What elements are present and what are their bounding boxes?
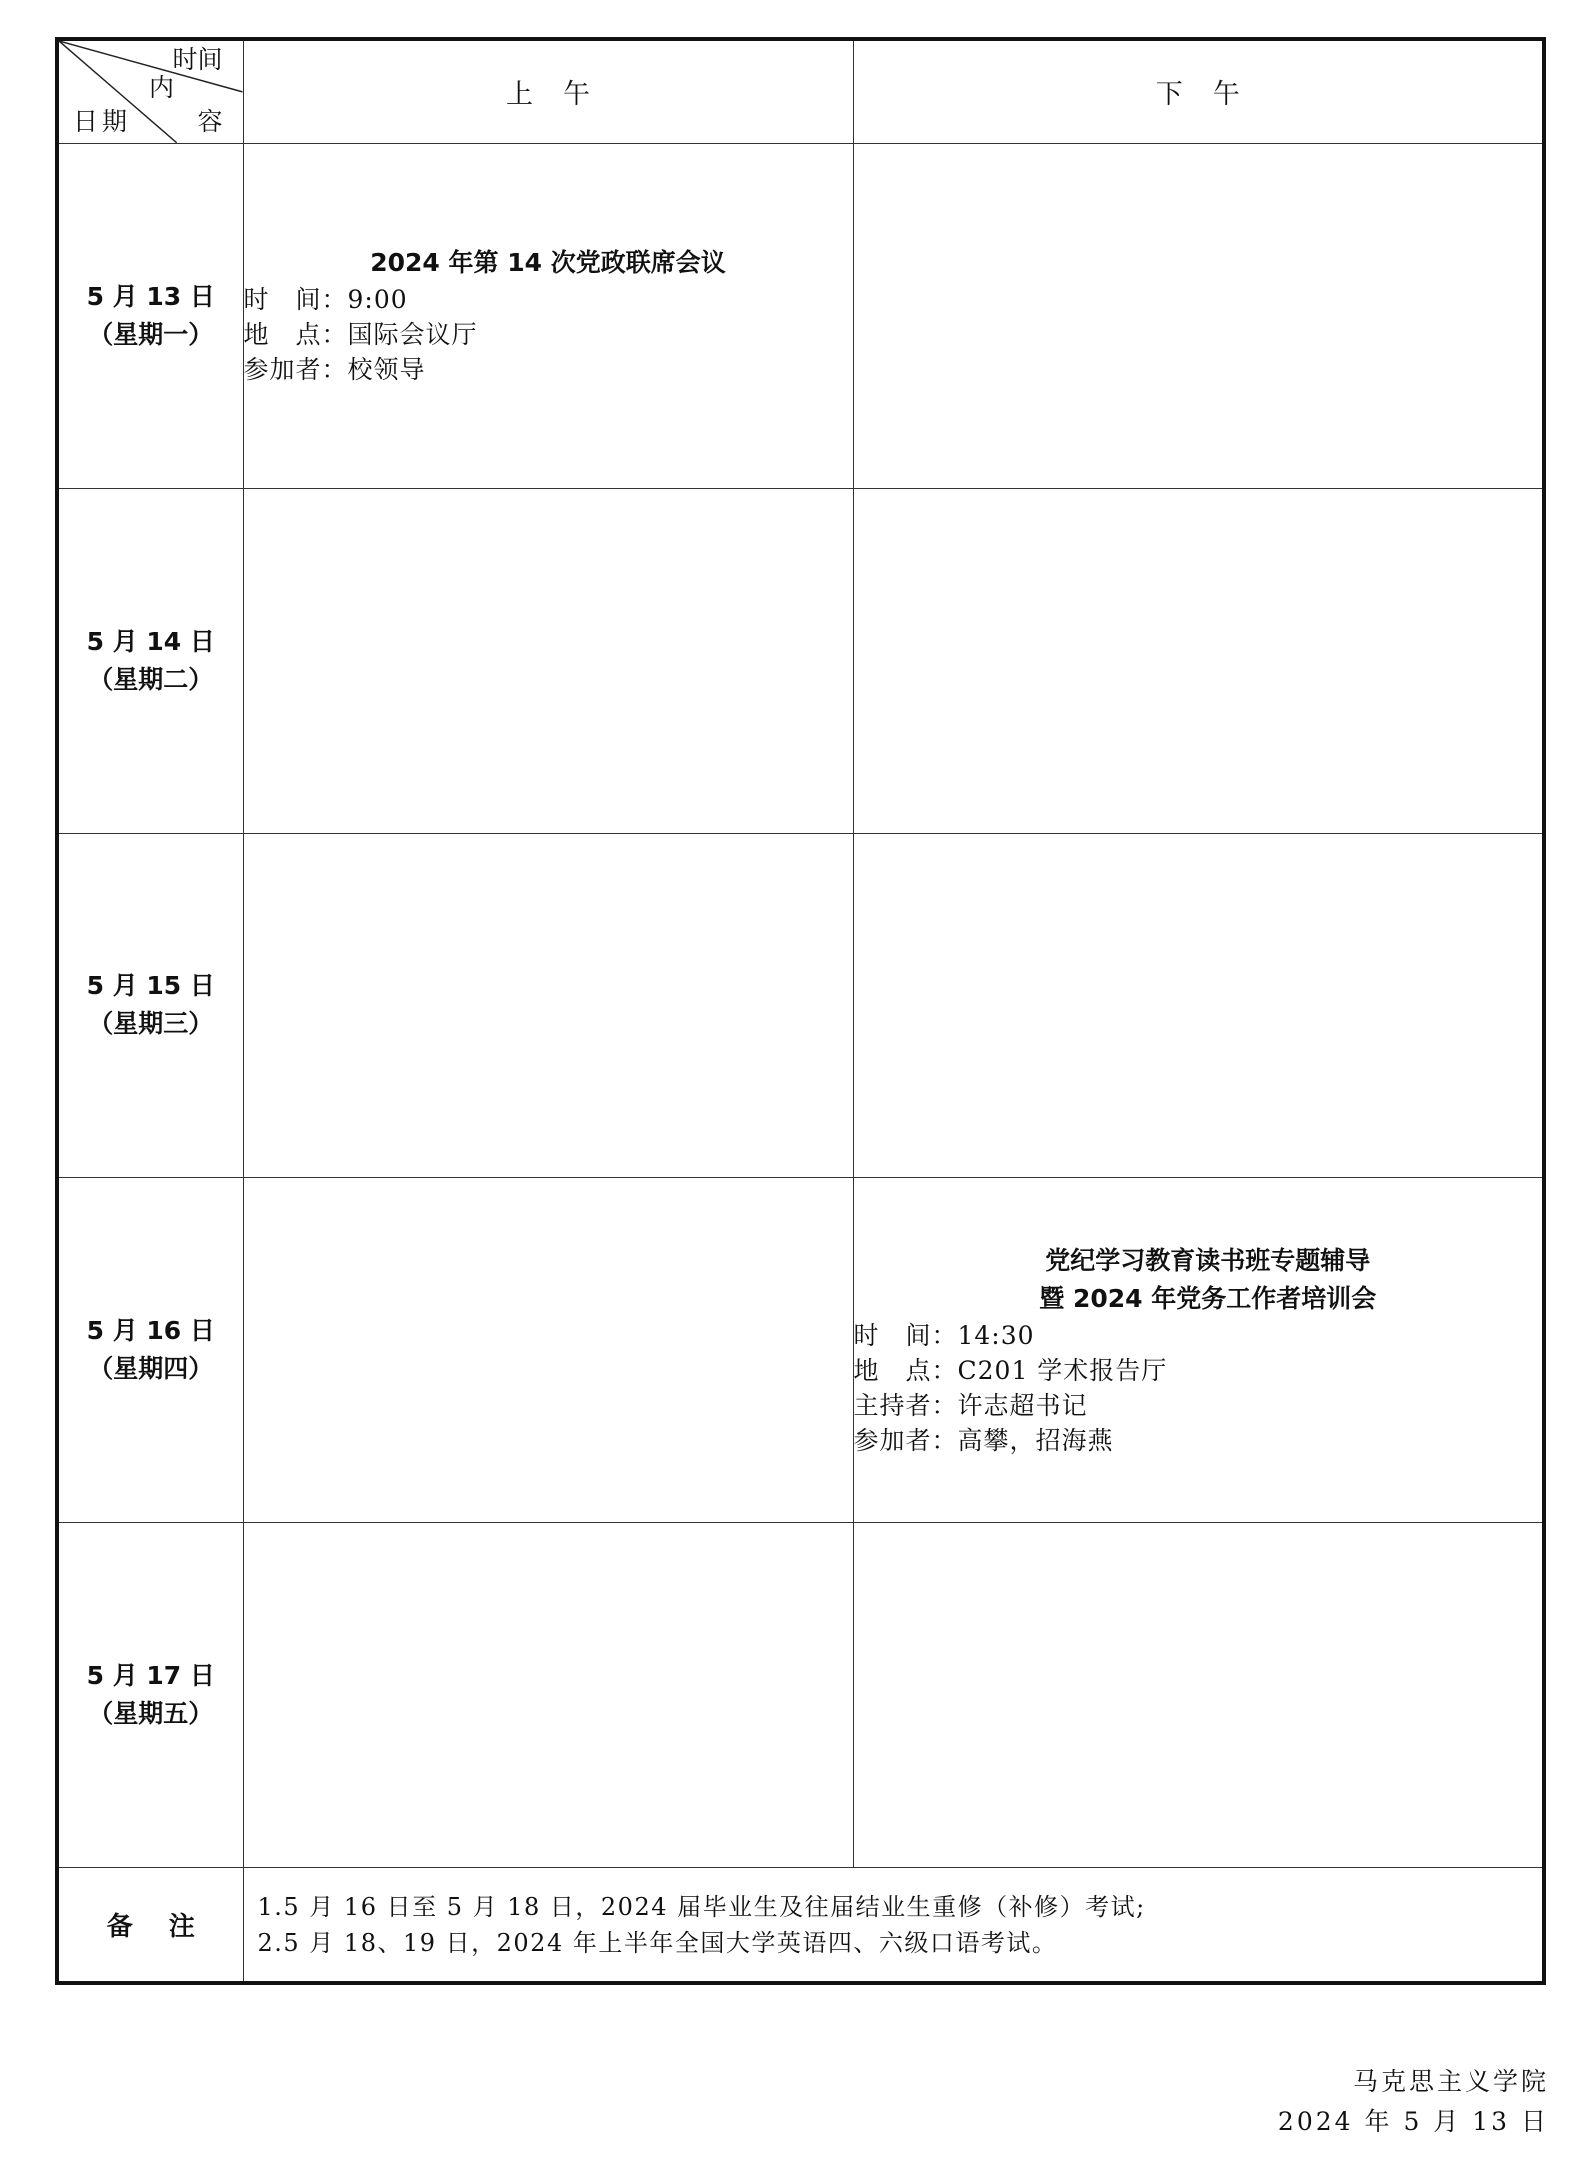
day-row-friday bbox=[57, 1523, 1544, 1868]
date-cell bbox=[57, 1178, 243, 1523]
am-event-cell bbox=[243, 1523, 853, 1868]
pm-event-cell bbox=[853, 1178, 1544, 1523]
weekday-text: （星期二） bbox=[88, 664, 214, 694]
date-axis-label: 日期 bbox=[73, 107, 132, 136]
weekday-text: （星期四） bbox=[88, 1354, 214, 1384]
am-event-cell bbox=[243, 1178, 853, 1523]
date-cell bbox=[57, 1523, 243, 1868]
day-row-thursday bbox=[57, 1178, 1544, 1523]
weekday-text: （星期一） bbox=[88, 319, 214, 349]
event-time: 时 间：14:30 bbox=[853, 1321, 1035, 1351]
event-title: 2024 年第 14 次党政联席会议 bbox=[370, 248, 726, 278]
remarks-content bbox=[243, 1868, 1544, 1983]
day-row-tuesday bbox=[57, 488, 1544, 833]
date-text: 5 月 13 日 bbox=[86, 281, 215, 311]
pm-column-header: 下午 bbox=[853, 39, 1544, 143]
event-title-line-1: 党纪学习教育读书班专题辅导 bbox=[1045, 1246, 1371, 1276]
day-row-wednesday bbox=[57, 833, 1544, 1178]
content-label: 容 bbox=[197, 107, 223, 136]
pm-event-cell bbox=[853, 1523, 1544, 1868]
date-text: 5 月 17 日 bbox=[86, 1661, 215, 1691]
am-event-cell bbox=[243, 488, 853, 833]
event-time: 时 间：9:00 bbox=[243, 285, 408, 315]
am-column-header: 上午 bbox=[243, 39, 853, 143]
remark-line-1: 1.5 月 16 日至 5 月 18 日，2024 届毕业生及往届结业生重修（补修）考试; bbox=[257, 1892, 1146, 1921]
inner-label: 内 bbox=[149, 73, 175, 102]
weekly-schedule-table bbox=[55, 37, 1546, 1985]
pm-event-cell bbox=[853, 833, 1544, 1178]
pm-event-cell bbox=[853, 143, 1544, 488]
date-cell bbox=[57, 833, 243, 1178]
day-row-monday bbox=[57, 143, 1544, 488]
issuer-signature bbox=[1278, 2062, 1549, 2142]
am-event-cell bbox=[243, 833, 853, 1178]
event-location: 地 点：国际会议厅 bbox=[243, 320, 478, 350]
diagonal-header-cell bbox=[57, 39, 243, 143]
remarks-row bbox=[57, 1868, 1544, 1983]
issue-date: 2024 年 5 月 13 日 bbox=[1277, 2107, 1549, 2136]
event-host: 主持者：许志超书记 bbox=[853, 1391, 1088, 1421]
issuer-org: 马克思主义学院 bbox=[1352, 2067, 1549, 2096]
remark-line-2: 2.5 月 18、19 日，2024 年上半年全国大学英语四、六级口语考试。 bbox=[257, 1928, 1058, 1957]
weekday-text: （星期三） bbox=[88, 1009, 214, 1039]
date-text: 5 月 14 日 bbox=[86, 626, 215, 656]
event-location: 地 点：C201 学术报告厅 bbox=[853, 1356, 1168, 1386]
event-title-line-2: 暨 2024 年党务工作者培训会 bbox=[1039, 1284, 1377, 1314]
pm-event-cell bbox=[853, 488, 1544, 833]
event-participants: 参加者：校领导 bbox=[243, 355, 426, 385]
header-row bbox=[57, 39, 1544, 143]
am-event-cell bbox=[243, 143, 853, 488]
time-axis-label: 时间 bbox=[172, 45, 223, 74]
remarks-label: 备注 bbox=[57, 1868, 243, 1983]
weekday-text: （星期五） bbox=[88, 1699, 214, 1729]
date-cell bbox=[57, 143, 243, 488]
date-cell bbox=[57, 488, 243, 833]
event-participants: 参加者：高攀，招海燕 bbox=[853, 1426, 1114, 1456]
date-text: 5 月 16 日 bbox=[86, 1316, 215, 1346]
date-text: 5 月 15 日 bbox=[86, 971, 215, 1001]
